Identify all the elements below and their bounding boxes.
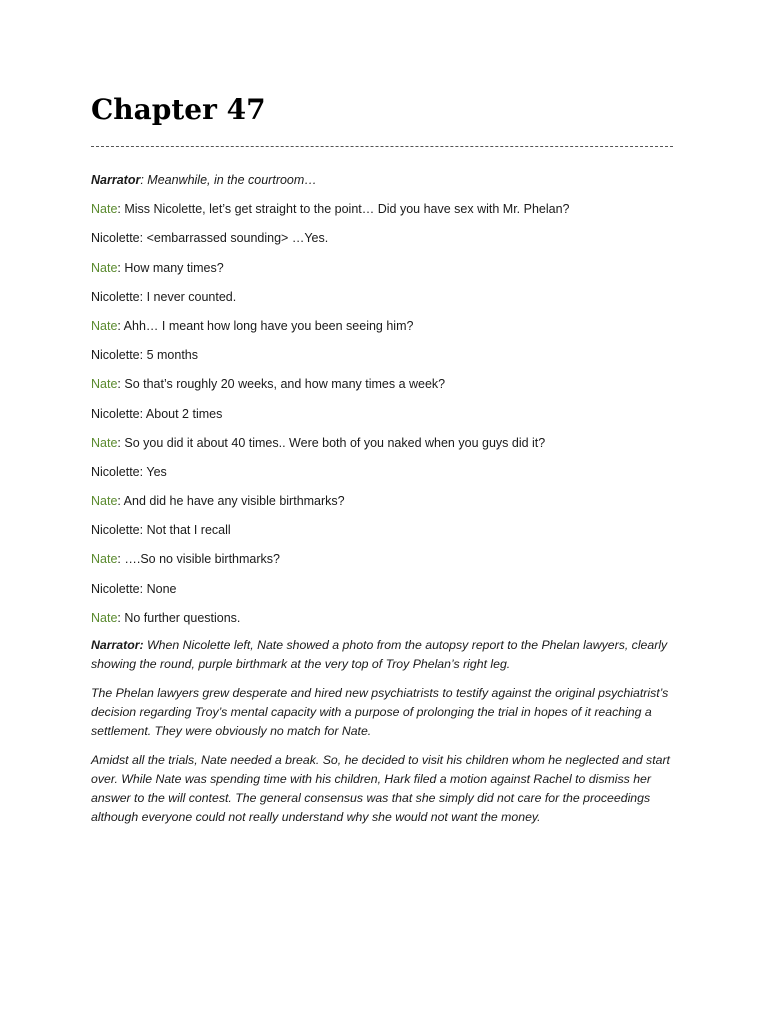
dialogue-text: So you did it about 40 times.. Were both of you naked when you guys did it? bbox=[124, 435, 546, 450]
dialogue-list bbox=[91, 170, 677, 637]
speaker-separator: : bbox=[117, 202, 125, 217]
dialogue-text: No further questions. bbox=[124, 610, 241, 625]
narration-section bbox=[91, 636, 681, 837]
speaker-name: Nicolette bbox=[91, 581, 140, 596]
chapter-title: Chapter 47 bbox=[91, 93, 266, 126]
speaker-name: Nate bbox=[91, 552, 118, 567]
narration-paragraph: Amidst all the trials, Nate needed a break. So, he decided to visit his children whom he neglected and start over. While Nate was spending time with his children, Hark filed a motion against Rachel to dismiss her answer to the will contest. The general consensus was that she simply did not care for the proceedings although everyone could not really understand why she would not want the money. bbox=[91, 753, 670, 824]
speaker-separator: : bbox=[139, 464, 147, 479]
dialogue-line bbox=[91, 287, 677, 316]
dialogue-line bbox=[91, 374, 677, 403]
dialogue-text: 5 months bbox=[146, 348, 199, 363]
dialogue-line bbox=[91, 228, 677, 257]
dialogue-text: Miss Nicolette, let’s get straight to the point… Did you have sex with Mr. Phelan? bbox=[124, 202, 570, 217]
dialogue-text: So that’s roughly 20 weeks, and how many times a week? bbox=[124, 377, 446, 392]
speaker-separator: : bbox=[117, 260, 125, 275]
speaker-separator: : bbox=[117, 552, 125, 567]
dialogue-text: Ahh… I meant how long have you been seeing him? bbox=[123, 318, 414, 333]
narration-paragraph: The Phelan lawyers grew desperate and hired new psychiatrists to testify against the original psychiatrist’s decision regarding Troy’s mental capacity with a purpose of prolonging the trial in hopes of it reaching a settlement. They were obviously no match for Nate. bbox=[91, 686, 669, 738]
dialogue-text: How many times? bbox=[124, 260, 224, 275]
dialogue-line bbox=[91, 520, 677, 549]
speaker-name: Nicolette bbox=[91, 231, 140, 246]
speaker-name: Nate bbox=[91, 260, 118, 275]
speaker-separator: : bbox=[117, 435, 125, 450]
speaker-separator: : bbox=[117, 494, 124, 509]
dialogue-text: About 2 times bbox=[145, 406, 223, 421]
dialogue-line bbox=[91, 549, 677, 578]
speaker-separator: : bbox=[139, 523, 147, 538]
speaker-name: Nicolette bbox=[91, 406, 140, 421]
speaker-separator: : bbox=[117, 610, 125, 625]
speaker-separator: : bbox=[139, 406, 146, 421]
dialogue-text: Not that I recall bbox=[146, 523, 231, 538]
dialogue-text: ….So no visible birthmarks? bbox=[124, 552, 280, 567]
speaker-name: Nate bbox=[91, 494, 118, 509]
narration-paragraph bbox=[91, 636, 681, 674]
dialogue-text: I never counted. bbox=[146, 289, 237, 304]
dialogue-line bbox=[91, 316, 677, 345]
dialogue-text: Meanwhile, in the courtroom… bbox=[147, 173, 317, 187]
dashed-divider bbox=[91, 146, 673, 147]
speaker-name: Nicolette bbox=[91, 289, 140, 304]
dialogue-line bbox=[91, 462, 677, 491]
narration-text: When Nicolette left, Nate showed a photo from the autopsy report to the Phelan lawyers, clearly showing the round, purple birthmark at the very top of Troy Phelan’s right leg. bbox=[91, 638, 668, 671]
dialogue-text: Yes bbox=[146, 464, 167, 479]
dialogue-line bbox=[91, 491, 677, 520]
speaker-name: Nate bbox=[91, 610, 118, 625]
dialogue-line bbox=[91, 170, 677, 199]
speaker-name: Nate bbox=[91, 202, 118, 217]
dialogue-text: And did he have any visible birthmarks? bbox=[123, 494, 345, 509]
speaker-name: Nicolette bbox=[91, 348, 140, 363]
speaker-separator: : bbox=[139, 289, 147, 304]
speaker-separator: : bbox=[139, 231, 147, 246]
dialogue-line bbox=[91, 404, 677, 433]
narrator-label: Narrator: bbox=[91, 638, 144, 652]
dialogue-line bbox=[91, 258, 677, 287]
speaker-name: Narrator bbox=[91, 173, 141, 187]
speaker-name: Nicolette bbox=[91, 523, 140, 538]
dialogue-line bbox=[91, 579, 677, 608]
speaker-separator: : bbox=[140, 173, 148, 187]
dialogue-line bbox=[91, 608, 677, 637]
speaker-separator: : bbox=[117, 377, 125, 392]
dialogue-text: None bbox=[146, 581, 177, 596]
speaker-name: Nate bbox=[91, 377, 118, 392]
speaker-name: Nate bbox=[91, 435, 118, 450]
speaker-separator: : bbox=[117, 318, 124, 333]
speaker-separator: : bbox=[139, 581, 147, 596]
dialogue-line bbox=[91, 199, 677, 228]
dialogue-line bbox=[91, 345, 677, 374]
dialogue-text: <embarrassed sounding> …Yes. bbox=[146, 231, 329, 246]
speaker-name: Nate bbox=[91, 318, 118, 333]
speaker-separator: : bbox=[139, 348, 147, 363]
dialogue-line bbox=[91, 433, 677, 462]
speaker-name: Nicolette bbox=[91, 464, 140, 479]
